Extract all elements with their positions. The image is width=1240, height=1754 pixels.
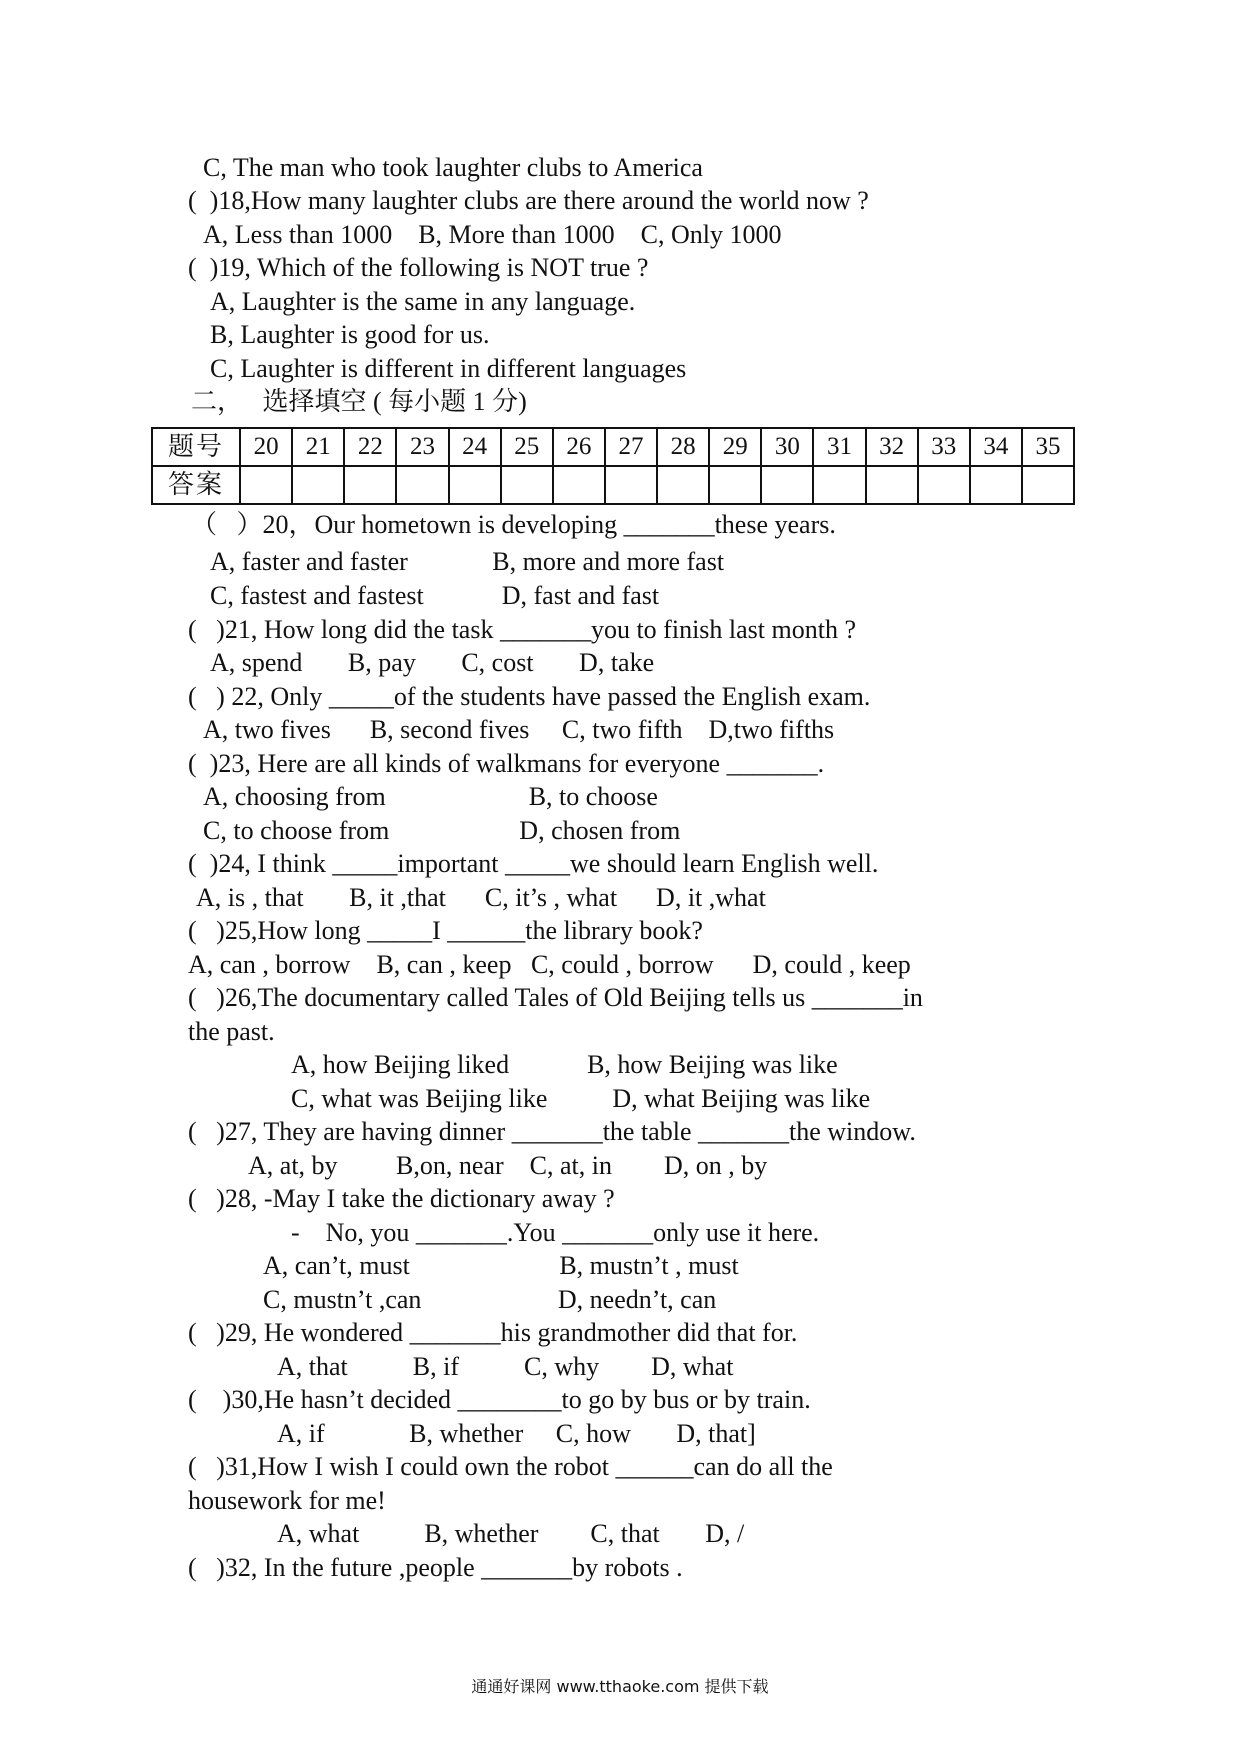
question-number-cell: 29 [709,428,761,466]
q27-options: A, at, by B,on, near C, at, in D, on , by [248,1151,768,1180]
question-number-cell: 28 [657,428,709,466]
answer-cell[interactable] [605,466,657,504]
answer-cell[interactable] [657,466,709,504]
question-18: ( )18,How many laughter clubs are there around the world now ? [188,186,869,215]
question-19: ( )19, Which of the following is NOT true ? [188,253,649,282]
q20-options-ab: A, faster and faster B, more and more fast [210,547,725,576]
q20-options-cd: C, fastest and fastest D, fast and fast [210,581,660,610]
question-number-cell: 35 [1022,428,1074,466]
answer-cell[interactable] [449,466,501,504]
question-number-cell: 30 [761,428,813,466]
question-27: ( )27, They are having dinner _______the table _______the window. [188,1117,916,1146]
question-number-cell: 21 [292,428,344,466]
question-number-cell: 32 [866,428,918,466]
q24-options: A, is , that B, it ,that C, it’s , what D, it ,what [196,883,766,912]
q22-options: A, two fives B, second fives C, two fifth D,two fifths [203,715,835,744]
question-32: ( )32, In the future ,people _______by robots . [188,1553,683,1582]
question-26-cont: the past. [188,1017,275,1046]
question-number-cell: 26 [553,428,605,466]
q29-options: A, that B, if C, why D, what [277,1352,734,1381]
q28-options-cd: C, mustn’t ,can D, needn’t, can [263,1285,717,1314]
q26-options-ab: A, how Beijing liked B, how Beijing was like [291,1050,838,1079]
q23-options-cd: C, to choose from D, chosen from [203,816,681,845]
question-number-cell: 31 [813,428,865,466]
q31-options: A, what B, whether C, that D, / [277,1519,745,1548]
answer-cell[interactable] [553,466,605,504]
answer-cell[interactable] [709,466,761,504]
answer-cell[interactable] [344,466,396,504]
question-29: ( )29, He wondered _______his grandmother did that for. [188,1318,798,1347]
answer-table [151,427,1075,505]
question-number-label: 题号 [152,428,240,466]
answer-cell[interactable] [761,466,813,504]
question-number-cell: 24 [449,428,501,466]
q18-options: A, Less than 1000 B, More than 1000 C, Only 1000 [203,220,782,249]
question-21: ( )21, How long did the task _______you to finish last month ? [188,615,857,644]
q21-options: A, spend B, pay C, cost D, take [210,648,655,677]
question-number-cell: 25 [501,428,553,466]
q28-options-ab: A, can’t, must B, mustn’t , must [263,1251,739,1280]
answer-cell[interactable] [501,466,553,504]
answer-cell[interactable] [866,466,918,504]
q19-option-a: A, Laughter is the same in any language. [210,287,636,316]
answer-table-row-numbers [152,428,1074,466]
answer-label: 答案 [152,466,240,504]
question-31-cont: housework for me! [188,1486,386,1515]
question-24: ( )24, I think _____important _____we should learn English well. [188,849,879,878]
q30-options: A, if B, whether C, how D, that] [277,1419,756,1448]
question-23: ( )23, Here are all kinds of walkmans for everyone _______. [188,749,825,778]
question-number-cell: 23 [396,428,448,466]
answer-cell[interactable] [918,466,970,504]
question-25: ( )25,How long _____I ______the library book? [188,916,703,945]
answer-cell[interactable] [396,466,448,504]
question-number-cell: 34 [970,428,1022,466]
question-28: ( )28, -May I take the dictionary away ? [188,1184,615,1213]
page-footer: 通通好课网 www.tthaoke.com 提供下载 [471,1677,769,1696]
q17-option-c: C, The man who took laughter clubs to America [203,153,703,182]
question-31: ( )31,How I wish I could own the robot ______can do all the [188,1452,833,1481]
q25-options: A, can , borrow B, can , keep C, could , borrow D, could , keep [188,950,911,979]
question-22: ( ) 22, Only _____of the students have passed the English exam. [188,682,871,711]
q23-options-ab: A, choosing from B, to choose [203,782,658,811]
question-20: （ ）20，Our hometown is developing _______these years. [191,510,836,539]
q26-options-cd: C, what was Beijing like D, what Beijing was like [291,1084,871,1113]
question-30: ( )30,He hasn’t decided ________to go by bus or by train. [188,1385,811,1414]
section-2-heading: 二， 选择填空 ( 每小题 1 分) [191,387,527,416]
question-number-cell: 22 [344,428,396,466]
question-number-cell: 27 [605,428,657,466]
question-number-cell: 33 [918,428,970,466]
answer-cell[interactable] [813,466,865,504]
q19-option-b: B, Laughter is good for us. [210,320,490,349]
answer-cell[interactable] [1022,466,1074,504]
question-number-cell: 20 [240,428,292,466]
question-26: ( )26,The documentary called Tales of Old Beijing tells us _______in [188,983,923,1012]
answer-cell[interactable] [292,466,344,504]
question-28-reply: - No, you _______.You _______only use it here. [291,1218,820,1247]
q19-option-c: C, Laughter is different in different languages [210,354,687,383]
answer-cell[interactable] [240,466,292,504]
answer-cell[interactable] [970,466,1022,504]
answer-table-row-answers [152,466,1074,504]
